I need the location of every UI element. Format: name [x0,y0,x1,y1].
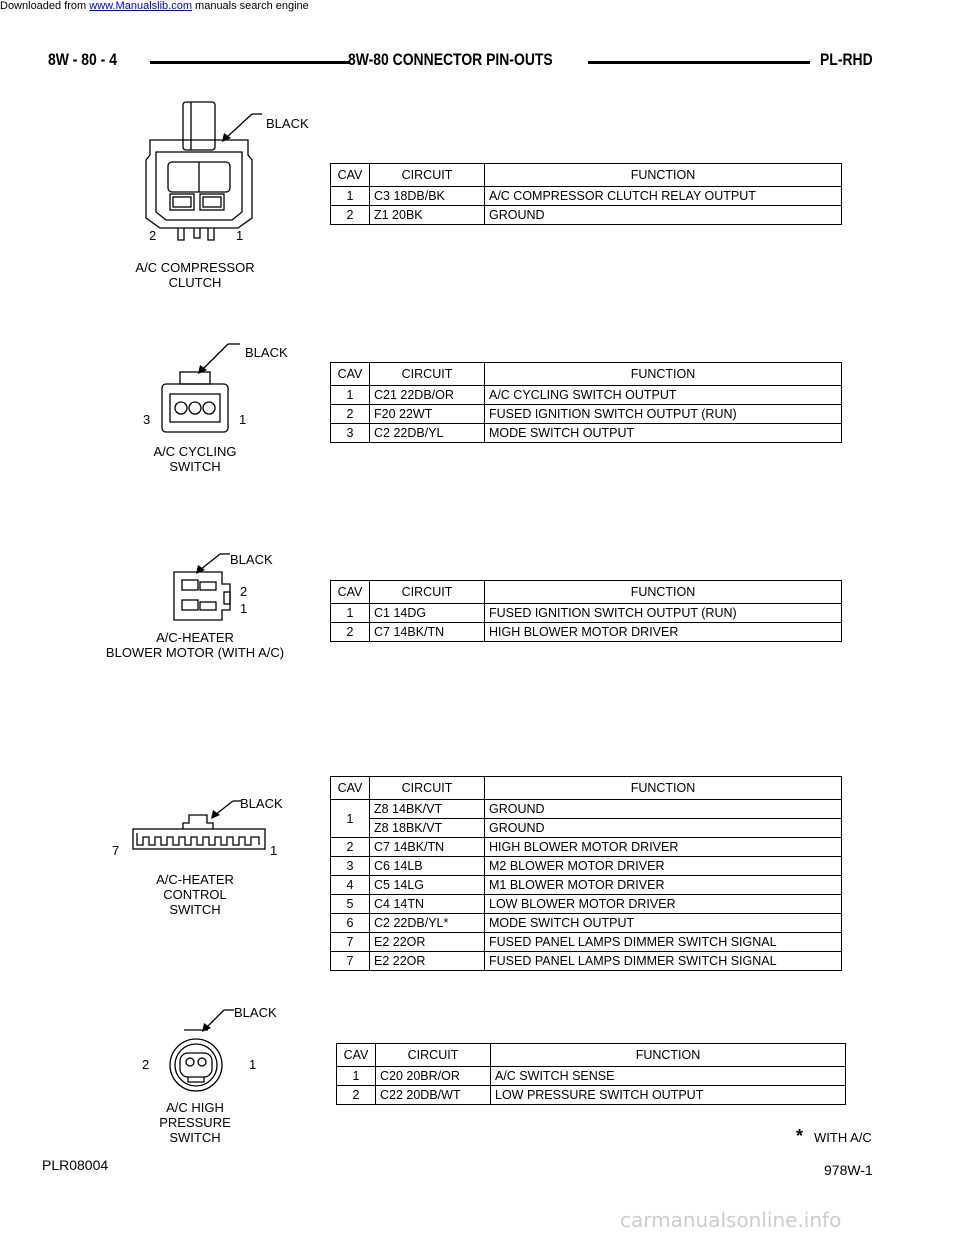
pressure-label-line3: SWITCH [169,1130,221,1145]
manualslib-link[interactable]: www.Manualslib.com [89,0,192,12]
blower-pin-top: 2 [240,584,248,599]
header-function: FUNCTION [485,164,842,187]
table-row [331,623,842,642]
download-source-line [0,0,309,12]
function-cell: HIGH BLOWER MOTOR DRIVER [485,838,842,857]
cav-cell: 7 [331,933,370,952]
cycling-pinout-table [330,362,842,443]
cav-cell: 6 [331,914,370,933]
download-suffix: manuals search engine [191,0,309,12]
table-header-row [331,581,842,604]
circuit-cell: Z8 18BK/VT [370,819,485,838]
circuit-cell: C3 18DB/BK [370,187,485,206]
table-header-row [331,164,842,187]
circuit-cell: E2 22OR [370,952,485,971]
vehicle-code: PL-RHD [820,50,873,69]
circuit-cell: C2 22DB/YL* [370,914,485,933]
compressor-label-line2: CLUTCH [168,275,222,290]
table-row [331,206,842,225]
blower-color-label: BLACK [230,552,273,567]
function-cell: FUSED IGNITION SWITCH OUTPUT (RUN) [485,604,842,623]
cav-cell: 2 [331,623,370,642]
function-cell: GROUND [485,800,842,819]
cav-cell: 7 [331,952,370,971]
cycling-pin-right: 1 [239,412,247,427]
cycling-label-line1: A/C CYCLING [153,444,237,459]
header-circuit: CIRCUIT [370,581,485,604]
page-header [0,50,960,74]
header-cav: CAV [331,164,370,187]
control-pin-left: 7 [112,843,120,858]
compressor-color-label: BLACK [266,116,309,131]
circuit-cell: C22 20DB/WT [376,1086,491,1105]
function-cell: FUSED PANEL LAMPS DIMMER SWITCH SIGNAL [485,952,842,971]
cav-cell: 1 [331,386,370,405]
cav-cell: 5 [331,895,370,914]
circuit-cell: C20 20BR/OR [376,1067,491,1086]
circuit-cell: C21 22DB/OR [370,386,485,405]
function-cell: A/C SWITCH SENSE [491,1067,846,1086]
control-pinout-table [330,776,842,971]
control-label-line2: CONTROL [163,887,227,902]
circuit-cell: F20 22WT [370,405,485,424]
cycling-pin-left: 3 [143,412,151,427]
cav-cell: 3 [331,424,370,443]
circuit-cell: C2 22DB/YL [370,424,485,443]
table-row [331,386,842,405]
cav-cell: 1 [337,1067,376,1086]
control-pin-right: 1 [270,843,278,858]
table-header-row [331,777,842,800]
function-cell: MODE SWITCH OUTPUT [485,424,842,443]
watermark: carmanualsonline.info [620,1208,842,1232]
pressure-connector-label [110,1100,280,1145]
table-row [337,1067,846,1086]
pressure-pin-left: 2 [142,1057,150,1072]
circuit-cell: C4 14TN [370,895,485,914]
table-row [331,800,842,819]
header-circuit: CIRCUIT [370,164,485,187]
cav-cell: 3 [331,857,370,876]
header-function: FUNCTION [485,363,842,386]
page-number: 8W - 80 - 4 [48,50,117,69]
page-code: 978W-1 [824,1162,873,1178]
figure-id: PLR08004 [42,1157,109,1173]
function-cell: FUSED PANEL LAMPS DIMMER SWITCH SIGNAL [485,933,842,952]
function-cell: M1 BLOWER MOTOR DRIVER [485,876,842,895]
pressure-label-line1: A/C HIGH [166,1100,224,1115]
function-cell: FUSED IGNITION SWITCH OUTPUT (RUN) [485,405,842,424]
circuit-cell: C1 14DG [370,604,485,623]
cav-cell: 2 [331,206,370,225]
function-cell: GROUND [485,819,842,838]
cycling-color-label: BLACK [245,345,288,360]
header-cav: CAV [331,777,370,800]
circuit-cell: E2 22OR [370,933,485,952]
compressor-pinout-table [330,163,842,225]
control-color-label: BLACK [240,796,283,811]
table-header-row [337,1044,846,1067]
table-row [331,604,842,623]
download-prefix: Downloaded from [0,0,90,12]
header-cav: CAV [337,1044,376,1067]
function-cell: MODE SWITCH OUTPUT [485,914,842,933]
table-row [331,857,842,876]
function-cell: A/C CYCLING SWITCH OUTPUT [485,386,842,405]
pressure-color-label: BLACK [234,1005,277,1020]
table-header-row [331,363,842,386]
pressure-pin-right: 1 [249,1057,257,1072]
header-rule-left [150,61,350,64]
cav-cell: 2 [331,405,370,424]
table-row [331,895,842,914]
cycling-label-line2: SWITCH [169,459,221,474]
footnote-text: WITH A/C [814,1130,872,1145]
table-row [331,876,842,895]
function-cell: M2 BLOWER MOTOR DRIVER [485,857,842,876]
blower-label-line1: A/C-HEATER [156,630,234,645]
table-row [331,914,842,933]
pressure-label-line2: PRESSURE [159,1115,231,1130]
compressor-label-line1: A/C COMPRESSOR [135,260,255,275]
compressor-clutch-connector-drawing [120,100,280,250]
table-row [331,424,842,443]
cav-cell: 1 [331,604,370,623]
cav-cell: 4 [331,876,370,895]
circuit-cell: Z8 14BK/VT [370,800,485,819]
page-title: 8W-80 CONNECTOR PIN-OUTS [348,50,553,69]
function-cell: LOW BLOWER MOTOR DRIVER [485,895,842,914]
footnote-star: * [796,1126,804,1146]
function-cell: A/C COMPRESSOR CLUTCH RELAY OUTPUT [485,187,842,206]
table-row [337,1086,846,1105]
header-rule-right [588,61,810,64]
compressor-connector-label [110,260,280,290]
compressor-pin-right: 1 [236,228,244,243]
control-label-line3: SWITCH [169,902,221,917]
function-cell: GROUND [485,206,842,225]
cav-cell: 1 [331,187,370,206]
blower-pinout-table [330,580,842,642]
control-connector-label [110,872,280,917]
circuit-cell: C6 14LB [370,857,485,876]
circuit-cell: C5 14LG [370,876,485,895]
function-cell: LOW PRESSURE SWITCH OUTPUT [491,1086,846,1105]
header-circuit: CIRCUIT [370,777,485,800]
circuit-cell: Z1 20BK [370,206,485,225]
header-circuit: CIRCUIT [376,1044,491,1067]
table-row [331,952,842,971]
header-cav: CAV [331,363,370,386]
table-row [331,819,842,838]
table-row [331,405,842,424]
pressure-pinout-table [336,1043,846,1105]
function-cell: HIGH BLOWER MOTOR DRIVER [485,623,842,642]
cycling-connector-label [110,444,280,474]
header-function: FUNCTION [485,581,842,604]
blower-label-line2: BLOWER MOTOR (WITH A/C) [105,645,285,660]
blower-pin-bottom: 1 [240,601,248,616]
header-function: FUNCTION [485,777,842,800]
header-function: FUNCTION [491,1044,846,1067]
table-row [331,933,842,952]
table-row [331,187,842,206]
control-label-line1: A/C-HEATER [156,872,234,887]
header-cav: CAV [331,581,370,604]
circuit-cell: C7 14BK/TN [370,838,485,857]
header-circuit: CIRCUIT [370,363,485,386]
circuit-cell: C7 14BK/TN [370,623,485,642]
blower-connector-label [100,630,290,660]
compressor-pin-left: 2 [149,228,157,243]
cav-cell: 2 [331,838,370,857]
cav-cell: 1 [331,800,370,838]
cav-cell: 2 [337,1086,376,1105]
table-row [331,838,842,857]
